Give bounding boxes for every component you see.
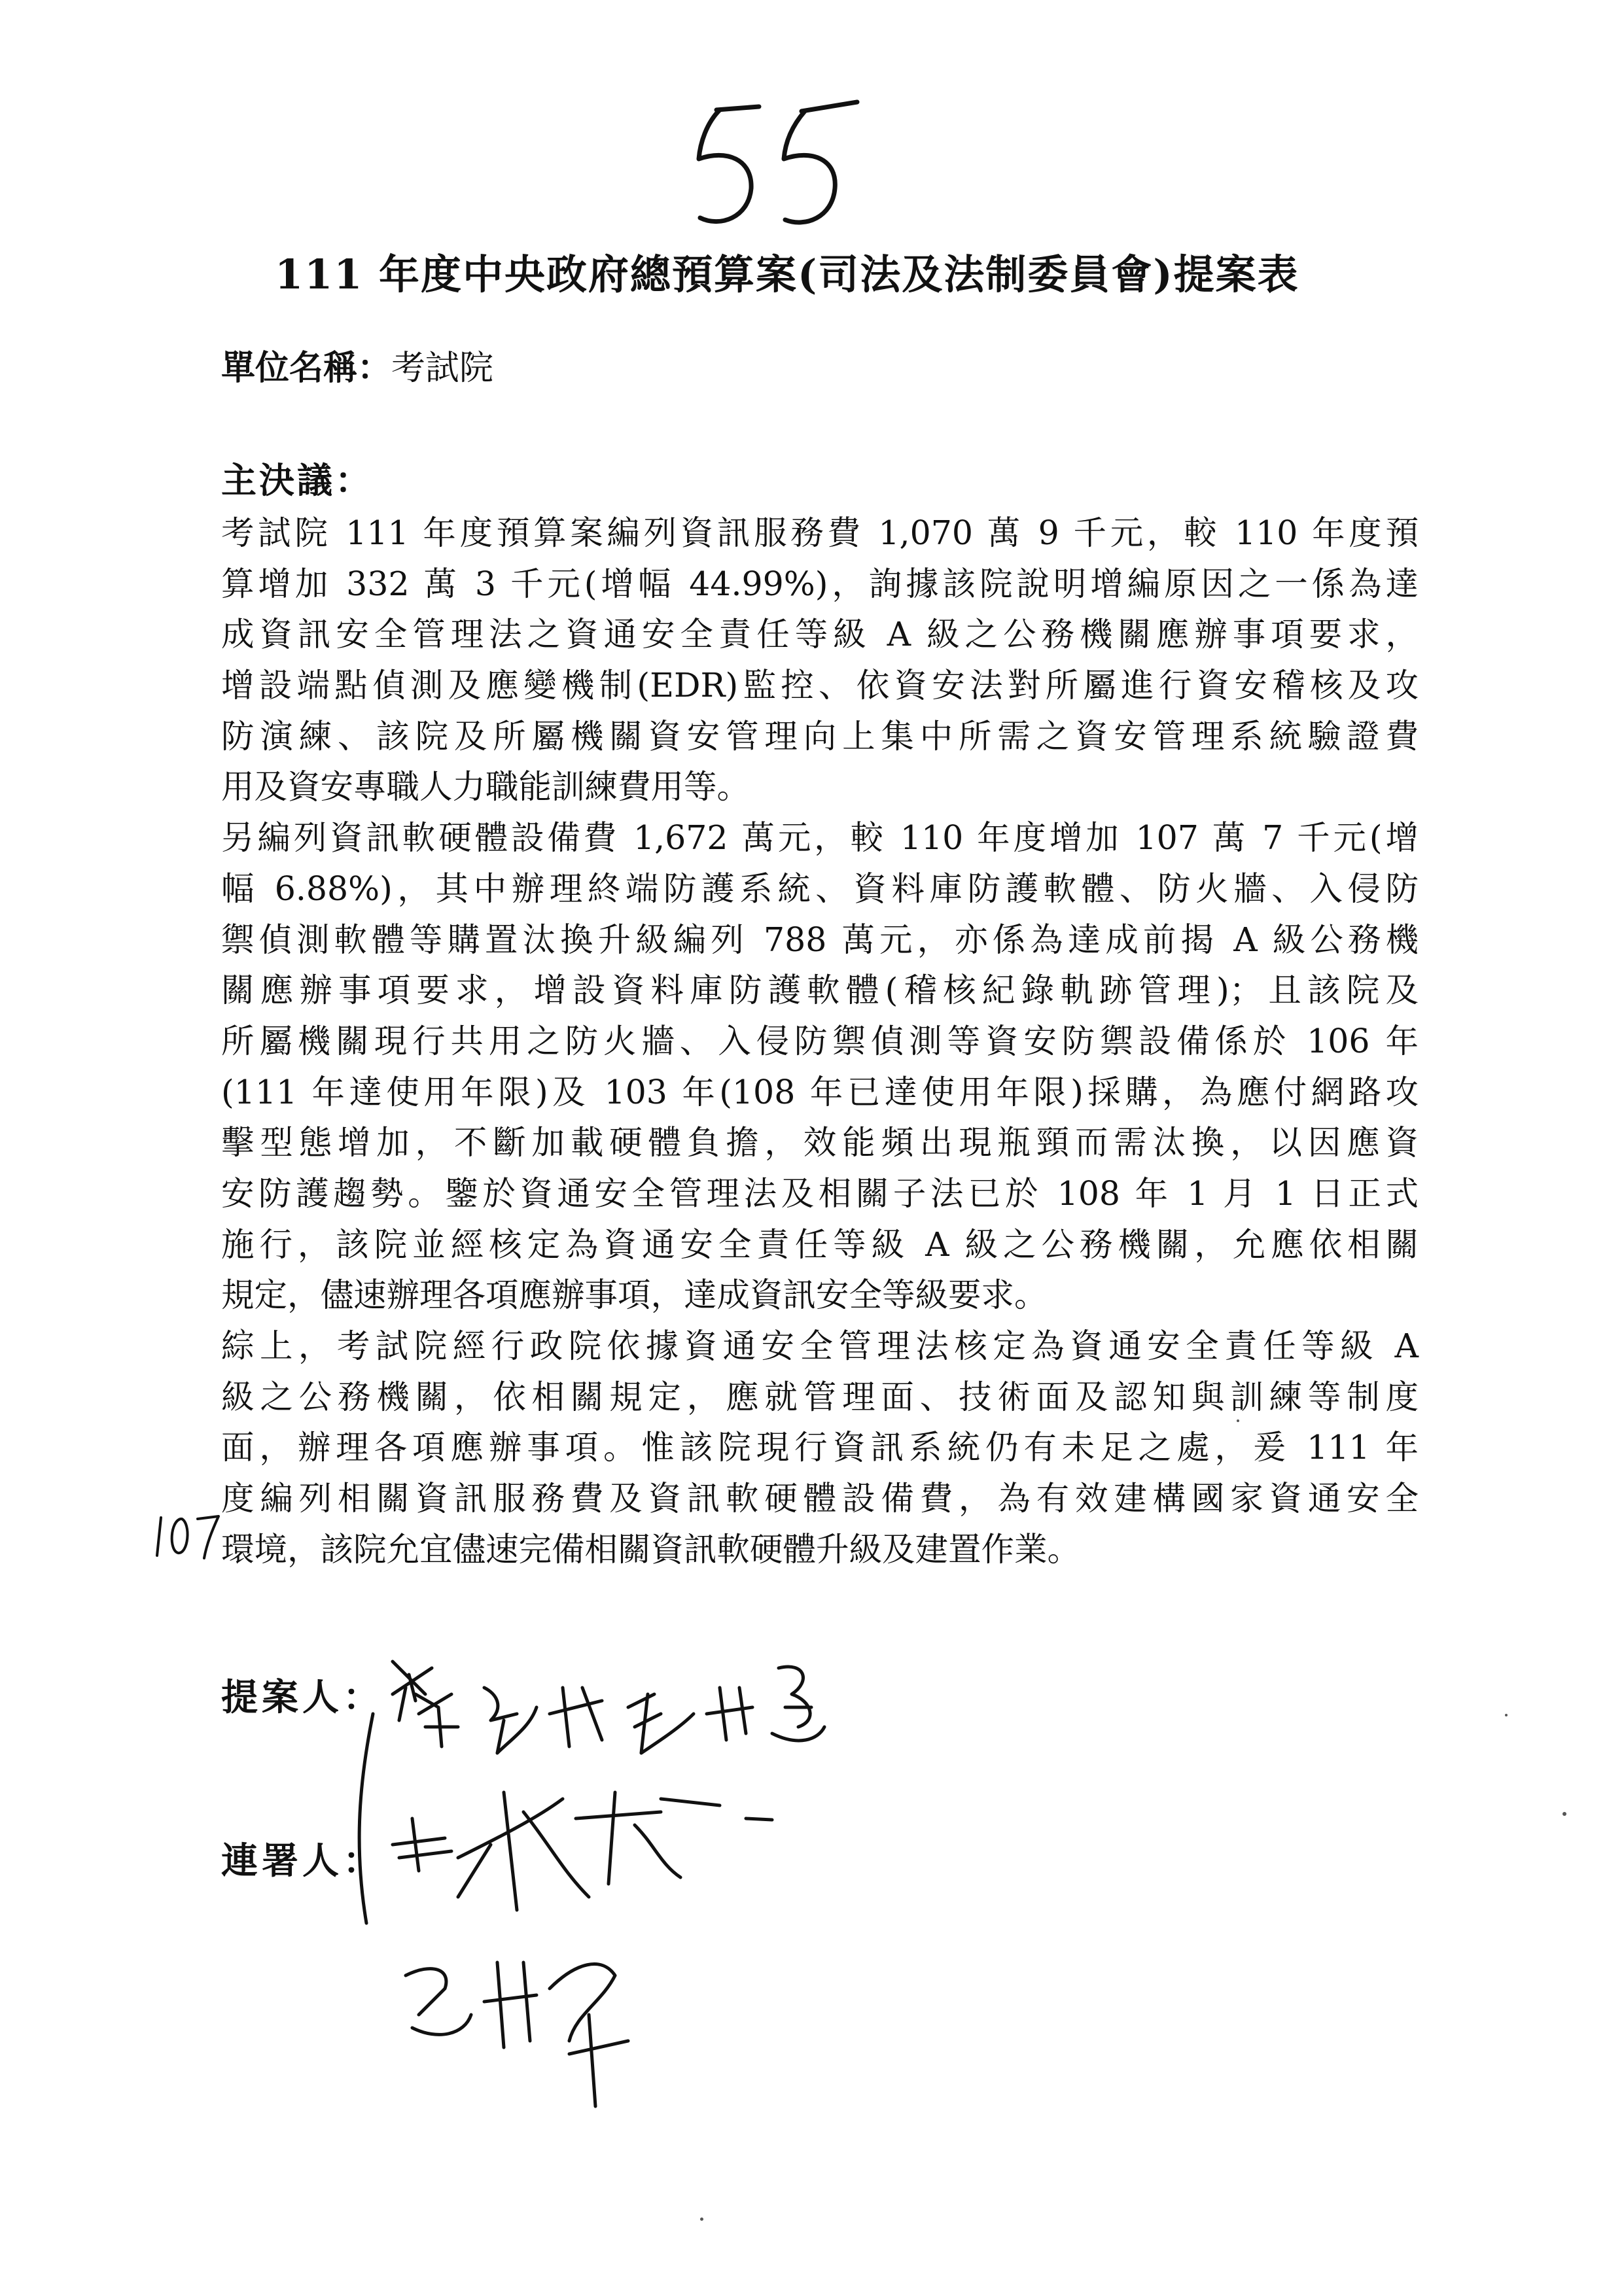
body-line: 所屬機關現行共用之防火牆、入侵防禦偵測等資安防禦設備係於 106 年 <box>221 1021 1419 1060</box>
document-title: 111 年度中央政府總預算案(司法及法制委員會)提案表 <box>275 251 1299 298</box>
scan-speck <box>700 2218 703 2221</box>
body-line: 關應辦事項要求，增設資料庫防護軟體(稽核紀錄軌跡管理)；且該院及 <box>221 971 1419 1010</box>
unit-value: 考試院 <box>391 349 494 388</box>
body-line: 度編列相關資訊服務費及資訊軟硬體設備費，為有效建構國家資通安全 <box>221 1479 1419 1518</box>
body-line: 擊型態增加，不斷加載硬體負擔，效能頻出現瓶頸而需汰換，以因應資 <box>221 1123 1419 1162</box>
body-line: 環境，該院允宜儘速完備相關資訊軟硬體升級及建置作業。 <box>221 1529 1080 1569</box>
body-line: 幅 6.88%)，其中辦理終端防護系統、資料庫防護軟體、防火牆、入侵防 <box>221 869 1419 908</box>
scan-speck <box>1237 1419 1239 1422</box>
body-line: 防演練、該院及所屬機關資安管理向上集中所需之資安管理系統驗證費 <box>221 716 1419 756</box>
body-line: 禦偵測軟體等購置汰換升級編列 788 萬元，亦係為達成前揭 A 級公務機 <box>221 920 1419 959</box>
handwritten-signatures <box>353 1648 1034 2146</box>
body-line: 級之公務機關，依相關規定，應就管理面、技術面及認知與訓練等制度 <box>221 1377 1419 1416</box>
handwritten-page-number <box>680 97 877 234</box>
body-line: 施行，該院並經核定為資通安全責任等級 A 級之公務機關，允應依相關 <box>221 1225 1419 1264</box>
resolution-body <box>221 508 1419 1574</box>
scan-speck <box>1505 1714 1508 1716</box>
body-line: 規定，儘速辦理各項應辦事項，達成資訊安全等級要求。 <box>221 1276 1048 1315</box>
body-line: 增設端點偵測及應變機制(EDR)監控、依資安法對所屬進行資安稽核及攻 <box>221 666 1419 705</box>
body-line: (111 年達使用年限)及 103 年(108 年已達使用年限)採購，為應付網路攻 <box>221 1072 1419 1111</box>
unit-line <box>221 345 493 391</box>
resolution-heading: 主決議： <box>221 459 373 501</box>
scan-speck <box>1562 1812 1566 1816</box>
body-line: 成資訊安全管理法之資通安全責任等級 A 級之公務機關應辦事項要求， <box>221 615 1419 654</box>
unit-label: 單位名稱： <box>221 348 392 388</box>
body-line: 面，辦理各項應辦事項。惟該院現行資訊系統仍有未足之處，爰 111 年 <box>221 1428 1419 1467</box>
body-line: 考試院 111 年度預算案編列資訊服務費 1,070 萬 9 千元，較 110 年度預 <box>221 513 1419 552</box>
body-line: 綜上，考試院經行政院依據資通安全管理法核定為資通安全責任等級 A <box>221 1327 1419 1365</box>
proposer-label: 提案人： <box>221 1676 383 1719</box>
body-line: 安防護趨勢。鑒於資通安全管理法及相關子法已於 108 年 1 月 1 日正式 <box>221 1174 1419 1213</box>
body-line: 另編列資訊軟硬體設備費 1,672 萬元，較 110 年度增加 107 萬 7 千元(增 <box>221 818 1419 858</box>
cosigner-label: 連署人： <box>221 1839 383 1883</box>
body-line: 用及資安專職人力職能訓練費用等。 <box>221 767 750 807</box>
handwritten-margin-note <box>152 1505 224 1563</box>
body-line: 算增加 332 萬 3 千元(增幅 44.99%)，詢據該院說明增編原因之一係為達 <box>221 564 1419 603</box>
